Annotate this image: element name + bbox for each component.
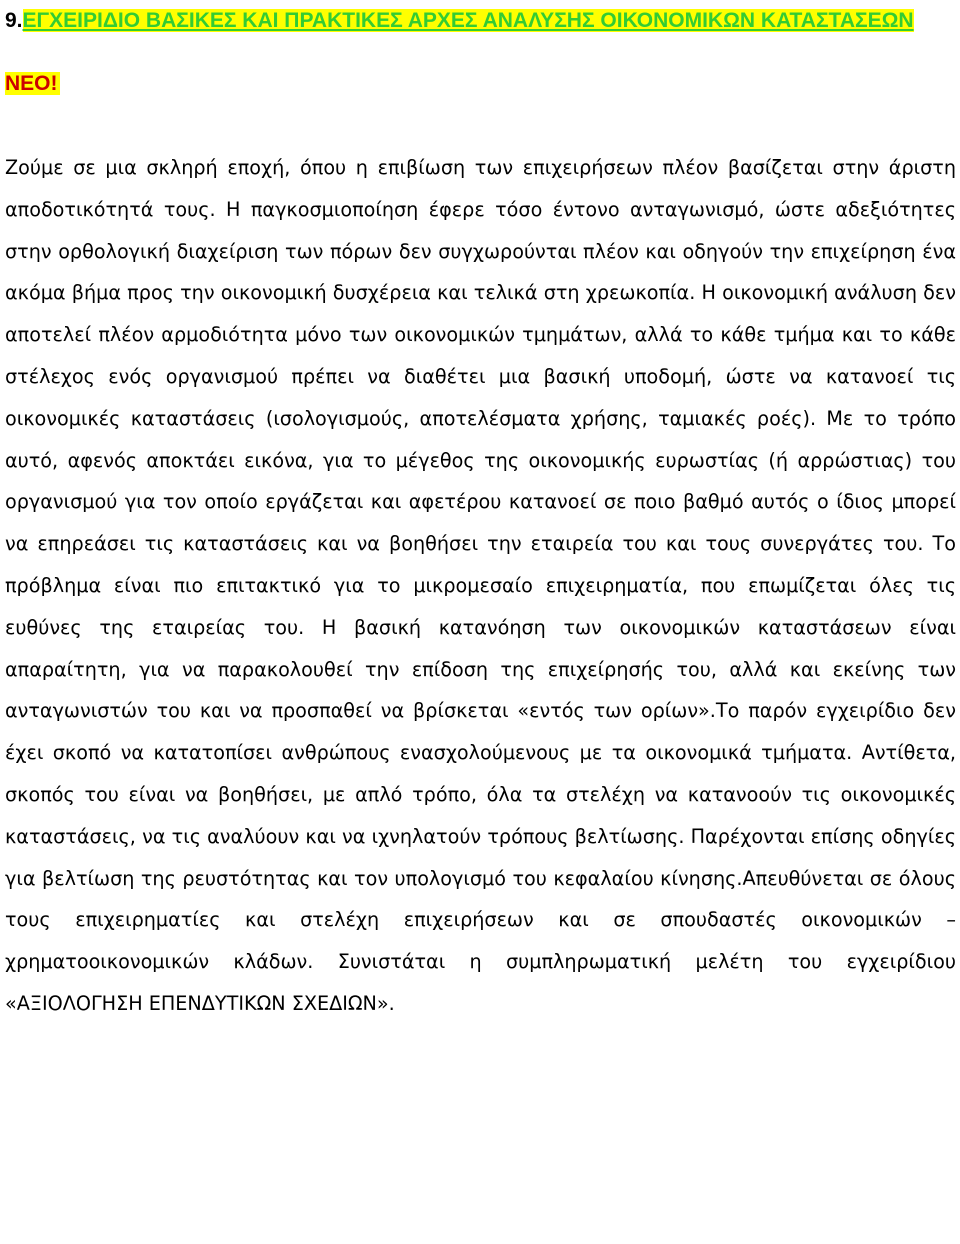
document-page [5,0,956,1025]
section-heading [5,0,956,42]
section-title-link[interactable]: ΕΓΧΕΙΡΙΔΙΟ ΒΑΣΙΚΕΣ ΚΑΙ ΠΡΑΚΤΙΚΕΣ ΑΡΧΕΣ ΑΝΑΛΥΣΗΣ ΟΙΚΟΝΟΜΙΚΩΝ ΚΑΤΑΣΤΑΣΕΩΝ [22,9,914,32]
new-badge: ΝΕΟ! [5,72,58,95]
section-number: 9. [5,9,23,32]
description-paragraph [5,147,956,1025]
new-badge-row [5,63,956,105]
description-text: Ζούμε σε μια σκληρή εποχή, όπου η επιβίωση των επιχειρήσεων πλέον βασίζεται στην άριστη αποδοτικότητά τους. Η παγκοσμιοποίηση έφερε τόσο έντονο ανταγωνισμό, ώστε αδεξιότητες στην ορθολογική διαχείριση των πόρων δεν συγχωρούνται πλέον και οδηγούν την επιχείρηση ένα ακόμα βήμα προς την οικονομική δυσχέρεια και τελικά στη χρεωκοπία. Η οικονομική ανάλυση δεν αποτελεί πλέον αρμοδιότητα μόνο των οικονομικών τμημάτων, αλλά το κάθε τμήμα και το κάθε στέλεχος ενός οργανισμού πρέπει να διαθέτει μια βασική υποδομή, ώστε να κατανοεί τις οικονομικές καταστάσεις (ισολογισμούς, αποτελέσματα χρήσης, ταμιακές ροές). Με το τρόπο αυτό, αφενός αποκτάει εικόνα, για το μέγεθος της οικονομικής ευρωστίας (ή αρρώστιας) του οργανισμού για τον οποίο εργάζεται και αφετέρου κατανοεί σε ποιο βαθμό αυτός ο ίδιος μπορεί να επηρεάσει τις καταστάσεις και να βοηθήσει την εταιρεία του και τους συνεργάτες του. Το πρόβλημα είναι πιο επιτακτικό για το μικρομεσαίο επιχειρηματία, που επωμίζεται όλες τις ευθύνες της εταιρείας του. Η βασική κατανόηση των οικονομικών καταστάσεων είναι απαραίτητη, για να παρακολουθεί την επίδοση της επιχείρησής του, αλλά και εκείνης των ανταγωνιστών του και να προσπαθεί να βρίσκεται «εντός των ορίων».Το παρόν εγχειρίδιο δεν έχει σκοπό να κατατοπίσει ανθρώπους ενασχολούμενους με τα οικονομικά τμήματα. Αντίθετα, σκοπός του είναι να βοηθήσει, με απλό τρόπο, όλα τα στελέχη να κατανοούν τις οικονομικές καταστάσεις, να τις αναλύουν και να ιχνηλατούν τρόπους βελτίωσης. Παρέχονται επίσης οδηγίες για βελτίωση της ρευστότητας και τον υπολογισμό του κεφαλαίου κίνησης.Απευθύνεται σε όλους τους επιχειρηματίες και στελέχη επιχειρήσεων και σε σπουδαστές οικονομικών – χρηματοοικονομικών κλάδων. Συνιστάται η συμπληρωματική μελέτη του εγχειρίδιου «ΑΞΙΟΛΟΓΗΣΗ ΕΠΕΝΔΥΤΙΚΩΝ ΣΧΕΔΙΩΝ». [5,156,956,1015]
